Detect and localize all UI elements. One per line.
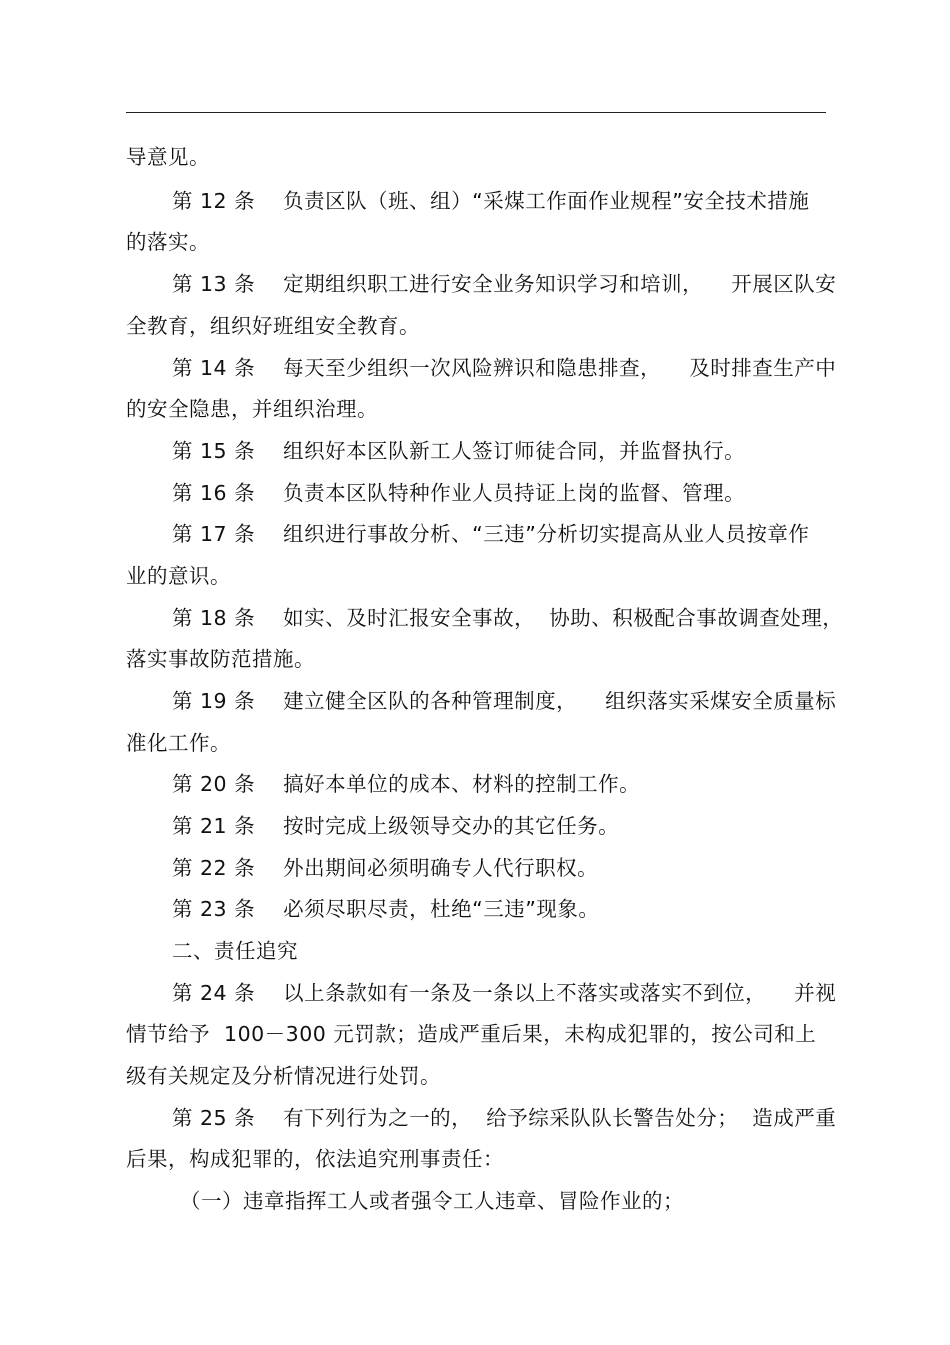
article-19-line: 第 19 条 建立健全区队的各种管理制度， 组织落实采煤安全质量标 [172, 689, 837, 713]
article-16-line: 第 16 条 负责本区队特种作业人员持证上岗的监督、管理。 [172, 481, 746, 505]
text-line: 准化工作。 [126, 731, 231, 755]
article-12-line: 第 12 条 负责区队（班、组）“采煤工作面作业规程”安全技术措施 [172, 189, 810, 213]
article-21-line: 第 21 条 按时完成上级领导交办的其它任务。 [172, 814, 620, 838]
article-18-line: 第 18 条 如实、及时汇报安全事故， 协助、积极配合事故调查处理， [172, 606, 844, 630]
text-line: 的落实。 [126, 230, 210, 254]
text-line: 导意见。 [126, 145, 210, 169]
section-heading: 二、责任追究 [172, 939, 298, 963]
article-17-line: 第 17 条 组织进行事故分析、“三违”分析切实提高从业人员按章作 [172, 522, 810, 546]
header-rule [126, 112, 826, 113]
text-line: 落实事故防范措施。 [126, 647, 315, 671]
article-22-line: 第 22 条 外出期间必须明确专人代行职权。 [172, 856, 599, 880]
article-14-line: 第 14 条 每天至少组织一次风险辨识和隐患排查， 及时排查生产中 [172, 356, 837, 380]
text-line: 全教育，组织好班组安全教育。 [126, 314, 420, 338]
article-24-line: 第 24 条 以上条款如有一条及一条以上不落实或落实不到位， 并视 [172, 981, 837, 1005]
article-13-line: 第 13 条 定期组织职工进行安全业务知识学习和培训， 开展区队安 [172, 272, 837, 296]
article-23-line: 第 23 条 必须尽职尽责，杜绝“三违”现象。 [172, 897, 600, 921]
list-item: （一）违章指挥工人或者强令工人违章、冒险作业的； [180, 1189, 684, 1213]
text-line: 业的意识。 [126, 564, 231, 588]
article-15-line: 第 15 条 组织好本区队新工人签订师徒合同，并监督执行。 [172, 439, 746, 463]
text-line: 级有关规定及分析情况进行处罚。 [126, 1064, 441, 1088]
text-line: 情节给予 100－300 元罚款；造成严重后果，未构成犯罪的，按公司和上 [126, 1022, 817, 1046]
article-20-line: 第 20 条 搞好本单位的成本、材料的控制工作。 [172, 772, 641, 796]
article-25-line: 第 25 条 有下列行为之一的， 给予综采队队长警告处分； 造成严重 [172, 1106, 837, 1130]
text-line: 后果，构成犯罪的，依法追究刑事责任： [126, 1147, 504, 1171]
text-line: 的安全隐患，并组织治理。 [126, 397, 378, 421]
